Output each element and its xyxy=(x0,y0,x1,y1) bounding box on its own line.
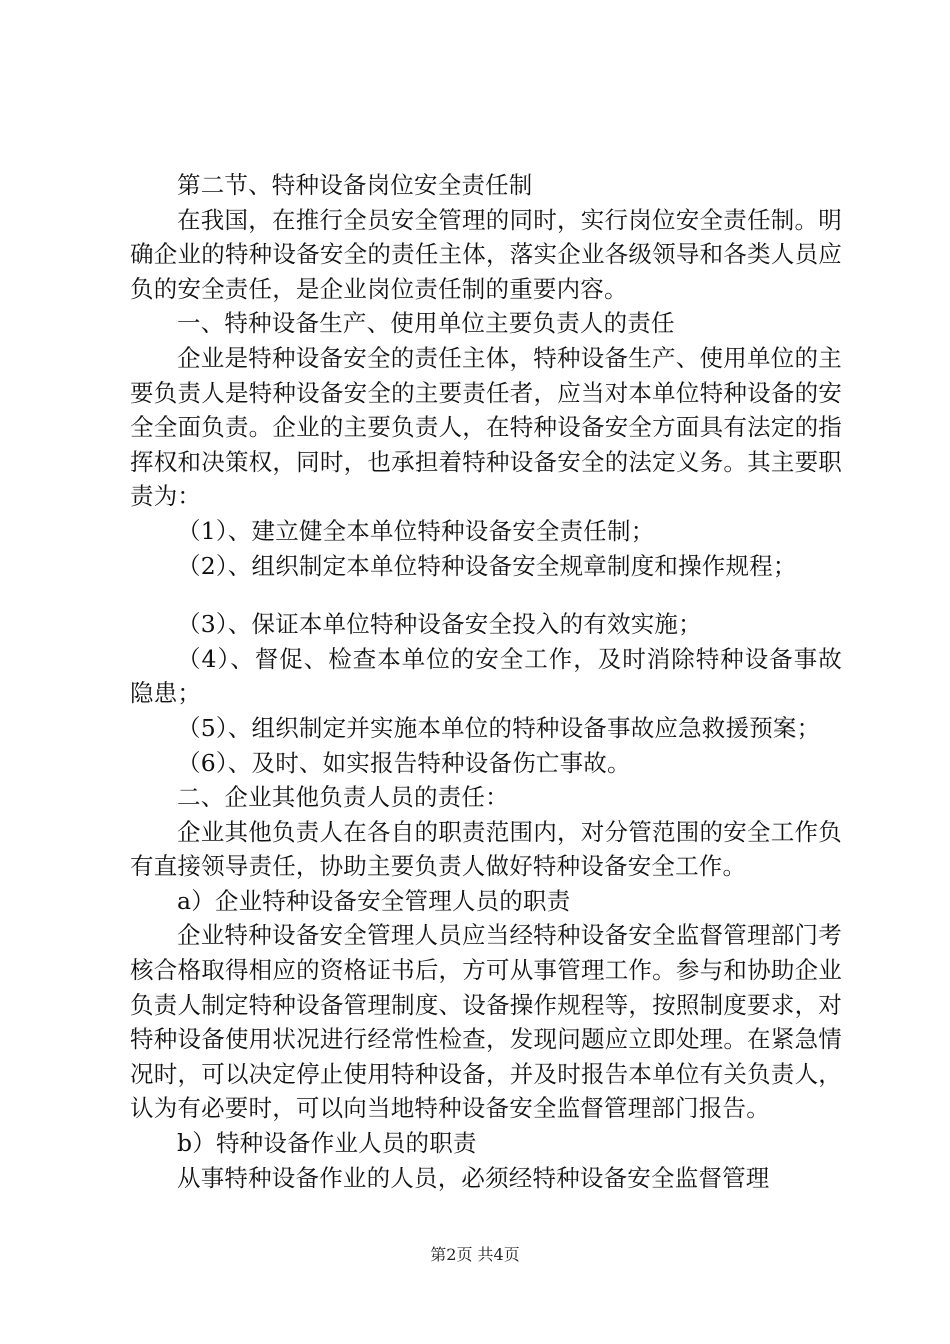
duty-item-6: （6）、及时、如实报告特种设备伤亡事故。 xyxy=(177,748,631,777)
subheading-operator: b）特种设备作业人员的职责 xyxy=(177,1129,477,1158)
duty-item-5: （5）、组织制定并实施本单位的特种设备事故应急救援预案； xyxy=(177,713,821,742)
intro-paragraph: 在我国，在推行全员安全管理的同时，实行岗位安全责任制。明确企业的特种设备安全的责任主体，落实企业各级领导和各类人员应负的安全责任，是企业岗位责任制的重要内容。 xyxy=(130,205,842,303)
duty-item-1: （1）、建立健全本单位特种设备安全责任制； xyxy=(177,516,655,545)
section-heading: 第二节、特种设备岗位安全责任制 xyxy=(177,171,533,199)
page-number-footer: 第2页 共4页 xyxy=(430,1245,520,1264)
subheading-safety-manager: a）企业特种设备安全管理人员的职责 xyxy=(177,886,571,915)
other-responsibility-paragraph: 企业其他负责人在各自的职责范围内，对分管范围的安全工作负有直接领导责任，协助主要负责人做好特种设备安全工作。 xyxy=(130,817,842,881)
safety-manager-paragraph: 企业特种设备安全管理人员应当经特种设备安全监督管理部门考核合格取得相应的资格证书后，方可从事管理工作。参与和协助企业负责人制定特种设备管理制度、设备操作规程等，按照制度要求，对特种设备使用状况进行经常性检查，发现问题应立即处理。在紧急情况时，可以决定停止使用特种设备，并及时报告本单位有关负责人，认为有必要时，可以向当地特种设备安全监督管理部门报告。 xyxy=(130,921,842,1123)
operator-paragraph: 从事特种设备作业的人员，必须经特种设备安全监督管理 xyxy=(177,1163,770,1192)
subheading-principal-responsibility: 一、特种设备生产、使用单位主要负责人的责任 xyxy=(177,309,675,338)
document-body xyxy=(130,168,842,1195)
subheading-other-responsibility: 二、企业其他负责人员的责任： xyxy=(177,783,509,812)
duty-item-2: （2）、组织制定本单位特种设备安全规章制度和操作规程； xyxy=(177,551,797,580)
duty-item-3: （3）、保证本单位特种设备安全投入的有效实施； xyxy=(177,610,702,639)
principal-responsibility-paragraph: 企业是特种设备安全的责任主体，特种设备生产、使用单位的主要负责人是特种设备安全的主要责任者，应当对本单位特种设备的安全全面负责。企业的主要负责人，在特种设备安全方面具有法定的指挥权和决策权，同时，也承担着特种设备安全的法定义务。其主要职责为： xyxy=(130,343,842,511)
duty-item-4: （4）、督促、检查本单位的安全工作，及时消除特种设备事故隐患； xyxy=(130,644,842,708)
